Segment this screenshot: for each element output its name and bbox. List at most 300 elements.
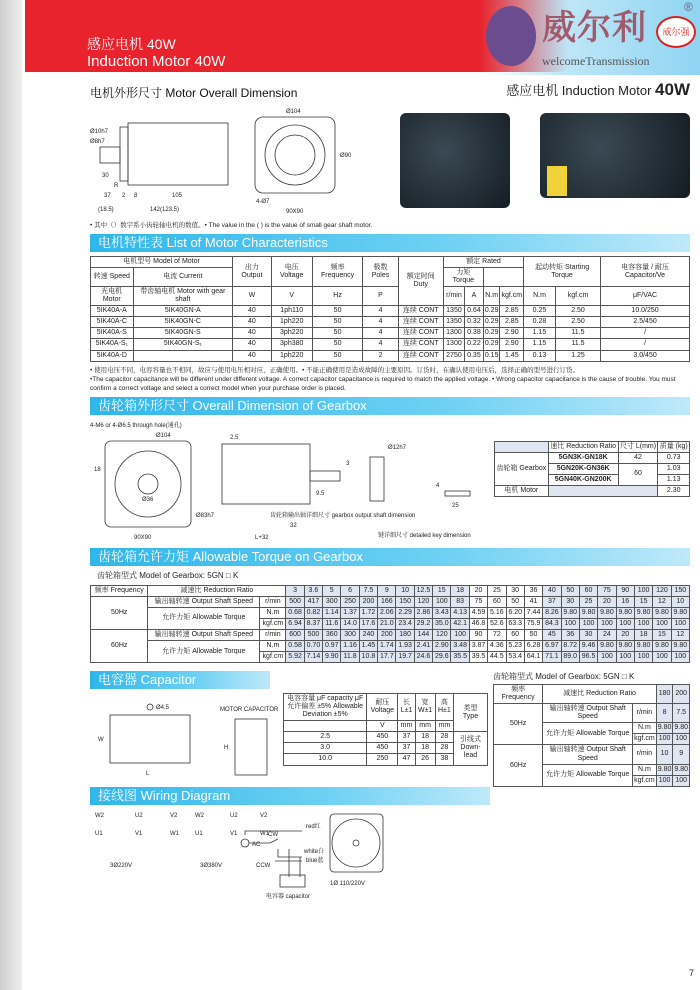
table-cell: 5IK40GN-C	[133, 317, 233, 328]
table-cell: 50	[312, 306, 363, 317]
table-cell: 9.80	[616, 641, 634, 652]
table-cell: 41	[524, 596, 542, 607]
table-cell: 1ph110	[271, 306, 312, 317]
table-cell: 72	[488, 630, 506, 641]
header-cell: 额定 Rated	[443, 257, 523, 268]
table-cell: 29.2	[414, 618, 432, 629]
table-cell: 9.80	[671, 607, 689, 618]
capacitor-note	[90, 366, 690, 393]
gearbox-mass-table	[494, 441, 690, 497]
table-cell: 2750	[443, 350, 464, 361]
header-cell: A	[464, 287, 483, 306]
table-cell: 17.6	[359, 618, 377, 629]
drawing-label: Ø36	[142, 496, 154, 503]
table-cell: 2.29	[396, 607, 414, 618]
table-cell: 3.48	[451, 641, 469, 652]
table-cell: N.m	[260, 641, 286, 652]
table-cell: 3.43	[433, 607, 451, 618]
table-cell: 100	[653, 652, 671, 663]
table-cell: 6.97	[543, 641, 561, 652]
note-en: •The capacitor capacitance will be different under different voltage. A correct capacitor capacitance is required to match the applied voltage. • Wrong capacitor capacitance is the cause of trouble. You must confirm a correct voltage and select a correct model when your purchase order is placed.	[90, 375, 676, 392]
table-cell: 9.80	[561, 607, 579, 618]
drawing-label: Ø104	[156, 432, 171, 439]
capacitor-table	[283, 693, 488, 765]
table-cell: 连续 CONT	[398, 328, 443, 339]
table-cell: 89.0	[561, 652, 579, 663]
table-cell: 100	[653, 618, 671, 629]
table-cell: 450	[367, 732, 398, 743]
drawing-label: 37	[104, 193, 111, 199]
table-cell: 100	[671, 618, 689, 629]
header-cell: mm	[398, 721, 415, 732]
table-cell: 2.5/450	[601, 317, 690, 328]
table-cell: 50	[506, 596, 524, 607]
ratio-cell: 3.6	[304, 585, 322, 596]
note-cn: • 使用电压不同，电容容量也不相同，故应与使用电压相对应，正确使用。• 不能正确使用是造成故障的主要原因。订货时，在确认使用电压后，选择正确的型号进行订货。	[90, 366, 580, 374]
table-cell: 100	[671, 652, 689, 663]
table-cell: 40	[233, 339, 272, 350]
table-cell: 9.80	[634, 607, 652, 618]
table-row	[494, 745, 690, 764]
table-cell: 9.80	[653, 641, 671, 652]
table-cell: 12	[653, 596, 671, 607]
table-cell: 30	[561, 596, 579, 607]
table-cell: 29.6	[433, 652, 451, 663]
table-row	[91, 339, 690, 350]
table-cell: 100	[673, 775, 690, 786]
ratio-cell: 9	[378, 585, 396, 596]
page-number: 7	[688, 968, 694, 978]
table-cell: 6.20	[506, 607, 524, 618]
table-cell: 90	[469, 630, 487, 641]
table-cell: 8.26	[543, 607, 561, 618]
capacitor-wiring-column	[90, 671, 490, 901]
table-cell: 连续 CONT	[398, 317, 443, 328]
drawing-label: 142(123.5)	[150, 207, 180, 213]
ratio-cell: 5	[323, 585, 341, 596]
table-cell: 46.8	[469, 618, 487, 629]
header-cell: 电压 Voltage	[271, 257, 312, 287]
table-cell: 9.80	[579, 607, 597, 618]
drawing-label: V1	[135, 831, 143, 838]
table-cell: 75.9	[524, 618, 542, 629]
table-cell: 9.80	[653, 607, 671, 618]
table-cell: 500	[286, 596, 304, 607]
table-cell: 60Hz	[494, 745, 543, 786]
table-cell: 75	[469, 596, 487, 607]
table-cell: 0.13	[524, 350, 556, 361]
table-cell: 2	[363, 350, 398, 361]
table-cell: 42	[618, 452, 658, 463]
table-cell: 600	[286, 630, 304, 641]
table-cell: 11.8	[341, 652, 359, 663]
table-row	[91, 350, 690, 361]
table-cell: 9.80	[656, 723, 673, 734]
table-cell: 0.29	[483, 306, 500, 317]
drawing-label: U2	[135, 813, 143, 820]
header-cell: V	[367, 721, 398, 732]
table-cell: 15	[634, 596, 652, 607]
table-cell: 0.15	[483, 350, 500, 361]
header-cell: 力矩 Torque	[443, 268, 483, 287]
ratio-cell: 150	[671, 585, 689, 596]
table-cell: 5IK40A-D	[91, 350, 134, 361]
table-cell: 3.0/450	[601, 350, 690, 361]
brand-logo	[480, 0, 700, 75]
product-title	[506, 80, 690, 101]
table-cell: 0.29	[483, 317, 500, 328]
table-cell: 1.37	[341, 607, 359, 618]
drawing-label: CW	[268, 832, 278, 839]
table-cell: 1.93	[396, 641, 414, 652]
table-cell: 25	[579, 596, 597, 607]
drawing-label: 30	[102, 173, 109, 179]
wiring-diagram	[90, 809, 400, 901]
table-cell: 1ph220	[271, 317, 312, 328]
table-cell: 4.59	[469, 607, 487, 618]
section-wiring: 接线图 Wiring Diagram	[90, 787, 490, 805]
table-cell: 180	[396, 630, 414, 641]
table-cell: N.m	[633, 764, 657, 775]
drawing-label: 4-Ø7	[256, 199, 270, 205]
table-cell: 允许力矩 Allowable Torque	[148, 607, 260, 629]
drawing-label: 90X90	[134, 534, 152, 541]
drawing-label: 8	[134, 193, 138, 199]
gearbox-dimension-drawing	[90, 419, 490, 544]
drawing-label: W2	[95, 813, 104, 820]
drawing-label: W1	[260, 831, 269, 838]
table-cell: 100	[616, 618, 634, 629]
table-cell: 0.82	[304, 607, 322, 618]
table-cell: 连续 CONT	[398, 350, 443, 361]
header-cell: 类型 Type	[454, 694, 488, 732]
drawing-label: Ø12h7	[388, 444, 407, 451]
table-cell: 100	[634, 652, 652, 663]
table-cell: 0.22	[464, 339, 483, 350]
table-cell: 60Hz	[91, 630, 148, 663]
table-cell: 允许力矩 Allowable Torque	[543, 723, 633, 745]
table-cell: 1.45	[500, 350, 524, 361]
drawing-label: W2	[195, 813, 204, 820]
table-cell: 9.80	[673, 723, 690, 734]
table-cell: 500	[304, 630, 322, 641]
table-cell	[133, 350, 233, 361]
table-cell: 19.7	[396, 652, 414, 663]
overall-drawing-row	[90, 105, 690, 217]
table-cell: 1.13	[658, 474, 690, 485]
table-cell: 允许力矩 Allowable Torque	[148, 641, 260, 663]
drawing-label: V1	[230, 831, 238, 838]
table-cell: N.m	[633, 723, 657, 734]
ratio-cell: 5GN20K-GN36K	[548, 463, 618, 474]
table-cell: 17.7	[378, 652, 396, 663]
allowable-torque-table-180-200	[493, 684, 690, 786]
table-cell: 4	[363, 306, 398, 317]
table-cell: 9.80	[671, 641, 689, 652]
header-cell: mm	[435, 721, 453, 732]
table-cell: kgf.cm	[260, 618, 286, 629]
table-cell: 9.90	[323, 652, 341, 663]
table-cell: 71.1	[543, 652, 561, 663]
table-cell: 300	[323, 596, 341, 607]
header-cell: 电流 Current	[133, 268, 233, 287]
table-cell: 18	[634, 630, 652, 641]
table-cell	[495, 441, 549, 452]
header-cell: 高 H±1	[435, 694, 453, 721]
drawing-label: V2	[260, 813, 268, 820]
table-cell: 7.14	[304, 652, 322, 663]
table-cell: r/min	[633, 704, 657, 723]
drawing-label: R	[114, 183, 119, 189]
header-cell: N.m	[524, 287, 556, 306]
table-cell: 连续 CONT	[398, 306, 443, 317]
table-cell: 20	[616, 630, 634, 641]
ratio-cell: 75	[598, 585, 616, 596]
table-cell: 2.5	[284, 732, 367, 743]
table-cell: 2.85	[500, 306, 524, 317]
table-cell: 1.74	[378, 641, 396, 652]
ratio-cell: 90	[616, 585, 634, 596]
logo-brand-en: welcomeTransmission	[542, 54, 650, 68]
table-cell: 250	[341, 596, 359, 607]
drawing-label: white白	[304, 849, 325, 856]
drawing-label: 4	[436, 482, 440, 489]
drawing-label: 齿轮箱输出轴详细尺寸 gearbox output shaft dimension	[270, 512, 416, 519]
table-cell: 18	[415, 743, 435, 754]
table-row	[91, 287, 690, 306]
table-cell: 11.6	[323, 618, 341, 629]
ratio-cell: 5GN3K-GN18K	[548, 452, 618, 463]
section-capacitor: 电容器 Capacitor	[90, 671, 270, 689]
table-cell: 100	[561, 618, 579, 629]
header-cell: 宽 W±1	[415, 694, 435, 721]
table-cell: r/min	[633, 745, 657, 764]
drawing-label: Ø104	[286, 109, 301, 115]
ratio-cell: 12.5	[414, 585, 432, 596]
table-cell: 1350	[443, 317, 464, 328]
table-cell: 36	[561, 630, 579, 641]
table-cell: 0.97	[323, 641, 341, 652]
ratio-cell: 100	[634, 585, 652, 596]
table-cell: 60	[488, 596, 506, 607]
table-row	[495, 486, 690, 497]
table-cell: 96.5	[579, 652, 597, 663]
table-cell: 50Hz	[91, 596, 148, 629]
table-cell: 100	[616, 652, 634, 663]
table-cell: 5.23	[506, 641, 524, 652]
table-cell: 100	[656, 775, 673, 786]
table-cell: 0.70	[304, 641, 322, 652]
drawing-label: 90X90	[286, 209, 304, 215]
drawing-label: 105	[172, 193, 183, 199]
motor-photo-right-wrap	[540, 113, 690, 198]
header-cell: 尺寸 L(mm)	[618, 441, 658, 452]
drawing-label: (18.5)	[98, 207, 114, 213]
table-cell: 24.6	[414, 652, 432, 663]
table-row	[91, 641, 690, 652]
drawing-label: 3Ø220V	[110, 863, 133, 870]
table-cell: 11.5	[555, 339, 600, 350]
table-cell: 44.5	[488, 652, 506, 663]
table-row	[494, 704, 690, 723]
table-cell: 2.30	[658, 486, 690, 497]
table-cell: 42.1	[451, 618, 469, 629]
ratio-cell: 60	[579, 585, 597, 596]
header-cell: 频率 Frequency	[312, 257, 363, 287]
table-cell: 1.16	[341, 641, 359, 652]
table-cell: 9	[673, 745, 690, 764]
table-cell: 0.73	[658, 452, 690, 463]
header-cell: 起动转矩 Starting Torque	[524, 257, 601, 287]
torque-model: 齿轮箱型式 Model of Gearbox: 5GN □ K	[97, 570, 239, 580]
drawing-label: 32	[290, 522, 297, 529]
table-cell: 1.15	[524, 328, 556, 339]
table-cell: 60	[506, 630, 524, 641]
table-cell: 3.87	[469, 641, 487, 652]
table-cell: 10	[656, 745, 673, 764]
table-row	[495, 452, 690, 463]
table-cell: 允许力矩 Allowable Torque	[543, 764, 633, 786]
ratio-cell: 6	[341, 585, 359, 596]
table-cell: 240	[359, 630, 377, 641]
table-cell: 2.50	[555, 306, 600, 317]
table-cell: 5IK40A-C	[91, 317, 134, 328]
header-cell: W	[233, 287, 272, 306]
ratio-cell: 120	[653, 585, 671, 596]
table-cell: 2.90	[433, 641, 451, 652]
drawing-label: CCW	[256, 863, 271, 870]
overall-note: • 其中（）数字系小齿轮轴电机的数值。• The value in the ( ) is the value of small gear shaft motor.	[90, 222, 373, 229]
table-cell: 10.8	[359, 652, 377, 663]
page-binding-edge	[0, 0, 22, 990]
table-cell: 100	[656, 734, 673, 745]
ratio-cell: 30	[506, 585, 524, 596]
drawing-label: U1	[195, 831, 203, 838]
table-cell: 3.0	[284, 743, 367, 754]
logo-brand-cn: 威尔利	[542, 9, 647, 47]
table-cell: 1.15	[524, 339, 556, 350]
header-cell: 转速 Speed	[91, 268, 134, 287]
table-cell: 37	[543, 596, 561, 607]
table-row	[91, 596, 690, 607]
table-cell: 15	[653, 630, 671, 641]
table-row	[284, 694, 488, 721]
ratio-cell: 50	[561, 585, 579, 596]
header-cell: 电容容量 μF capacity μF 允许偏差 ±5% Allowable Deviation ±5%	[284, 694, 367, 721]
drawing-label: Ø8h7	[90, 139, 105, 145]
table-cell: 0.68	[286, 607, 304, 618]
table-row	[91, 328, 690, 339]
table-cell: 200	[673, 685, 690, 704]
drawing-label: MOTOR CAPACITOR	[220, 707, 278, 714]
table-cell: kgf.cm	[633, 775, 657, 786]
table-cell: 3ph220	[271, 328, 312, 339]
table-cell: 9.80	[634, 641, 652, 652]
drawing-label: 3	[346, 460, 350, 467]
ratio-cell: 7.5	[359, 585, 377, 596]
header-cell: 减速比 Reduction Ratio	[543, 685, 656, 704]
drawing-label: U1	[95, 831, 103, 838]
table-cell: 9.80	[673, 764, 690, 775]
header-cell: 额定时间 Duty	[398, 257, 443, 306]
table-cell: 64.1	[524, 652, 542, 663]
table-cell: 166	[378, 596, 396, 607]
table-cell: 5IK40GN-S	[133, 328, 233, 339]
table-cell: 2.85	[500, 317, 524, 328]
gearbox-row	[90, 419, 690, 544]
table-cell: 1.03	[658, 463, 690, 474]
drawing-label: Ø10h7	[90, 129, 109, 135]
table-cell: 26	[415, 754, 435, 765]
table-cell: 4.36	[488, 641, 506, 652]
table-cell: 40	[233, 328, 272, 339]
table-cell: 40	[233, 306, 272, 317]
table-cell: 50	[524, 630, 542, 641]
table-cell: 0.38	[464, 328, 483, 339]
table-cell: 100	[579, 618, 597, 629]
table-cell: 10.0	[284, 754, 367, 765]
table-cell: 50	[312, 328, 363, 339]
table-cell: r/min	[260, 630, 286, 641]
table-cell: 7.44	[524, 607, 542, 618]
drawing-label: 2.5	[230, 434, 239, 441]
table-cell: 35.5	[451, 652, 469, 663]
table-cell: 连续 CONT	[398, 339, 443, 350]
table-cell: 5IK40GN-A	[133, 306, 233, 317]
table-cell: 45	[543, 630, 561, 641]
table-cell: 37	[398, 743, 415, 754]
header-cell: μF/VAC	[601, 287, 690, 306]
table-cell: 6.94	[286, 618, 304, 629]
table-cell: 4.13	[451, 607, 469, 618]
small-torque-column	[493, 671, 690, 786]
table-cell: 10.0/250	[601, 306, 690, 317]
header-cell: 质量 (kg)	[658, 441, 690, 452]
table-cell: 35.0	[433, 618, 451, 629]
table-cell: 9.46	[579, 641, 597, 652]
table-cell: 2.06	[378, 607, 396, 618]
table-cell: N.m	[260, 607, 286, 618]
table-cell: 输出轴转速 Output Shaft Speed	[148, 596, 260, 607]
table-cell: 180	[656, 685, 673, 704]
table-cell: 引线式 Down-lead	[454, 732, 488, 765]
table-cell: 100	[634, 618, 652, 629]
drawing-label: W	[98, 737, 104, 744]
table-cell: 53.4	[506, 652, 524, 663]
overall-heading: 电机外形尺寸 Motor Overall Dimension	[90, 86, 298, 100]
table-row	[91, 607, 690, 618]
section-allowable-torque: 齿轮箱允许力矩 Allowable Torque on Gearbox	[90, 548, 690, 566]
table-cell: 12	[671, 630, 689, 641]
table-cell: 6.28	[524, 641, 542, 652]
table-cell: 1ph220	[271, 350, 312, 361]
ratio-cell: 15	[433, 585, 451, 596]
table-cell	[548, 486, 658, 497]
ratio-cell: 3	[286, 585, 304, 596]
product-power: 40W	[655, 80, 690, 99]
header-cell: 光电机 Motor	[91, 287, 134, 306]
header-cell: N.m	[483, 287, 500, 306]
table-cell: 0.32	[464, 317, 483, 328]
table-cell: 1300	[443, 328, 464, 339]
table-cell: 150	[396, 596, 414, 607]
table-cell: kgf.cm	[633, 734, 657, 745]
table-cell: 9.80	[598, 607, 616, 618]
logo-seal: 威尔强	[656, 16, 696, 48]
table-row	[91, 306, 690, 317]
drawing-label: U2	[230, 813, 238, 820]
registered-mark: ®	[684, 0, 693, 14]
